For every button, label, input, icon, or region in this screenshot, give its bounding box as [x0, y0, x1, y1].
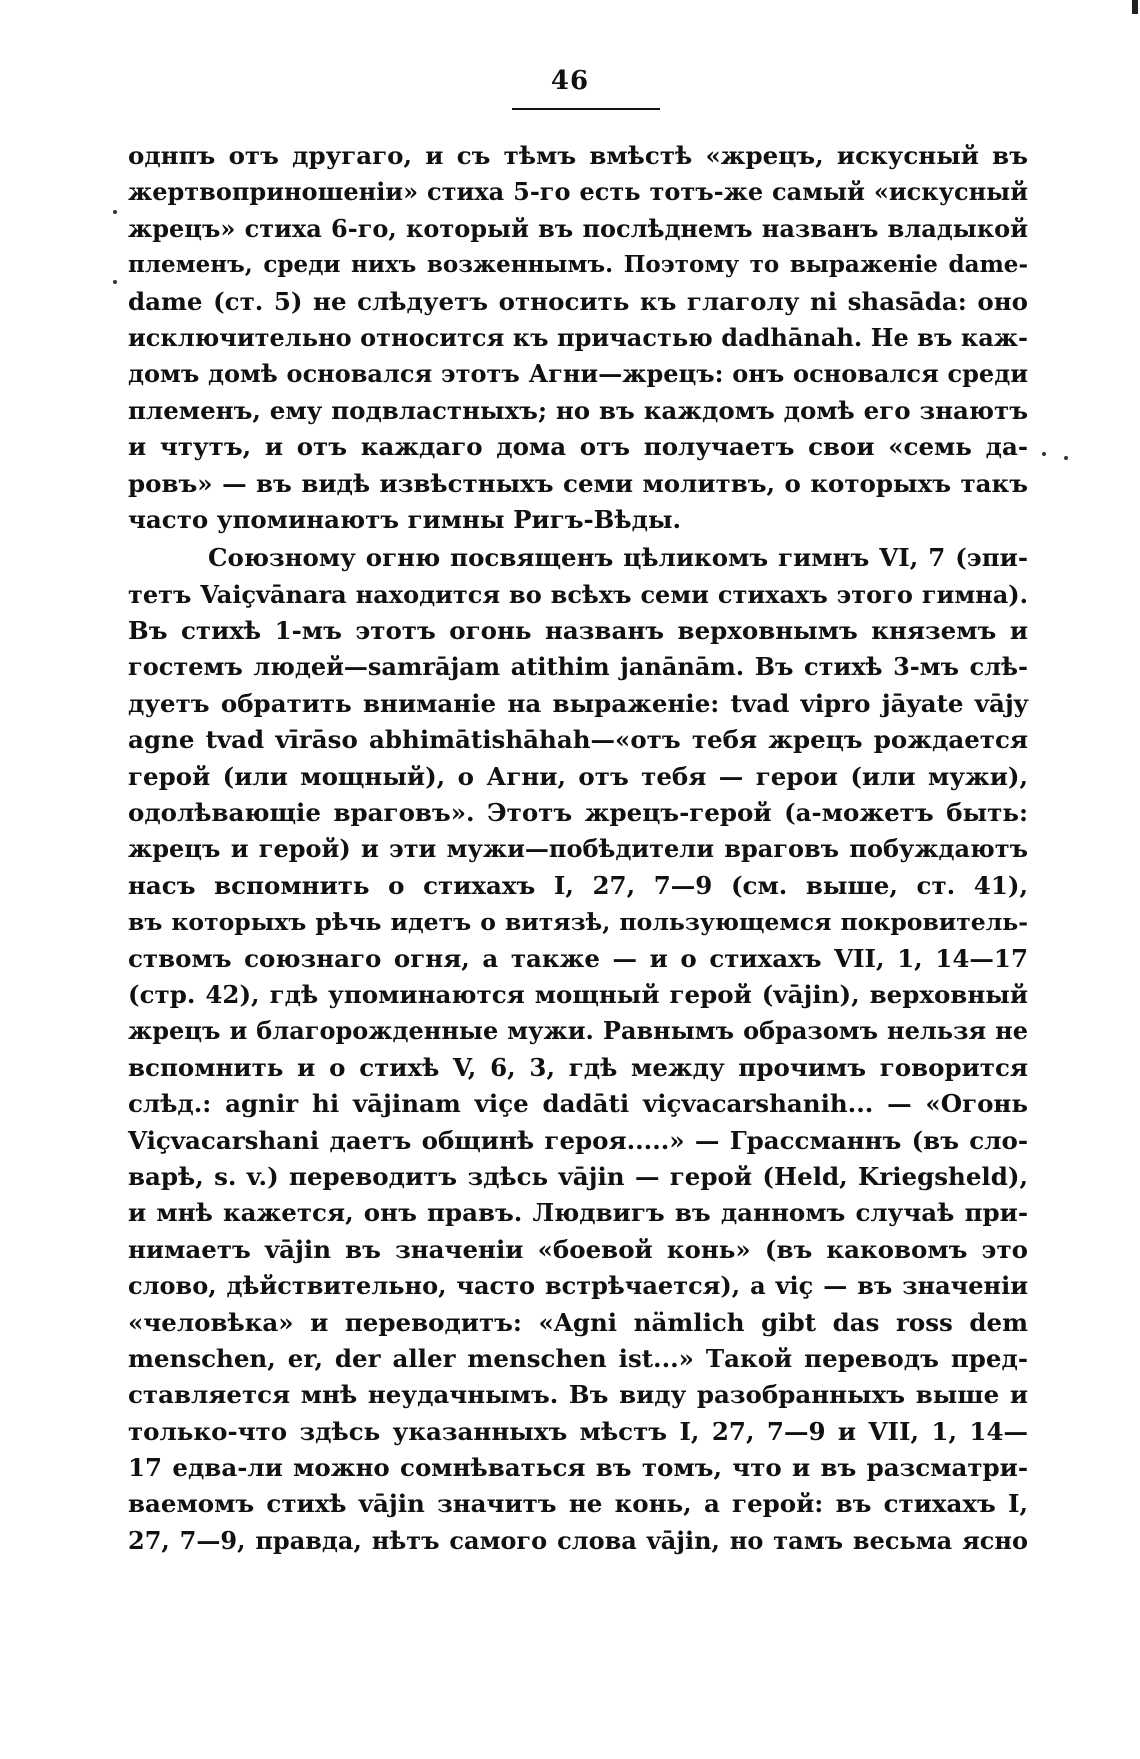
text-line: 17 едва-ли можно сомнѣваться въ томъ, что и въ разсматри-: [128, 1453, 1028, 1483]
margin-dot: [1064, 456, 1068, 460]
text-line: Viçvacarshani даетъ общинѣ героя.....» — Грассманнъ (въ сло-: [128, 1125, 1028, 1155]
text-line: жертвоприношеніи» стиха 5-го есть тотъ-же самый «искусный: [128, 177, 1028, 207]
text-line: исключительно относится къ причастью dadhānah. Не въ каж-: [128, 322, 1028, 352]
text-line: и мнѣ кажется, онъ правъ. Людвигъ въ данномъ случаѣ при-: [128, 1198, 1028, 1228]
text-line: герой (или мощный), о Агни, отъ тебя — герои (или мужи),: [128, 761, 1028, 791]
body-text: [128, 138, 1028, 1559]
text-line: часто упоминаютъ гимны Ригъ-Вѣды.: [128, 504, 682, 534]
text-line: и чтутъ, и отъ каждаго дома отъ получаетъ свои «семь да-: [128, 432, 1028, 462]
text-line: варѣ, s. v.) переводитъ здѣсь vājin — герой (Held, Kriegsheld),: [128, 1161, 1028, 1191]
paragraph-2: [128, 540, 1028, 1559]
text-line: жрецъ и герой) и эти мужи—побѣдители враговъ побуждаютъ: [128, 834, 1028, 864]
header-rule: [512, 108, 660, 110]
text-line: вспомнить и о стихѣ V, 6, 3, гдѣ между прочимъ говорится: [128, 1052, 1028, 1082]
text-line: жрецъ» стиха 6-го, который въ послѣднемъ названъ владыкой: [128, 213, 1028, 243]
paragraph-1: [128, 138, 1028, 538]
text-line: дуетъ обратить вниманіе на выраженіе: tvad vipro jāyate vājy: [128, 688, 1028, 718]
scan-mark: [1132, 0, 1138, 14]
text-line: ставляется мнѣ неудачнымъ. Въ виду разобранныхъ выше и: [128, 1380, 1028, 1410]
text-line: въ которыхъ рѣчь идетъ о витязѣ, пользующемся покровитель-: [128, 908, 1028, 937]
text-line: слѣд.: agnir hi vājinam viçe dadāti viçvacarshanih... — «Огонь: [128, 1089, 1028, 1119]
text-line: ровъ» — въ видѣ извѣстныхъ семи молитвъ, о которыхъ такъ: [128, 468, 1028, 498]
text-line: ствомъ союзнаго огня, а также — и о стихахъ VII, 1, 14—17: [128, 943, 1028, 973]
text-line: Въ стихѣ 1-мъ этотъ огонь названъ верховнымъ княземъ и: [128, 616, 1028, 646]
text-line: однпъ отъ другаго, и съ тѣмъ вмѣстѣ «жрецъ, искусный въ: [128, 141, 1028, 170]
text-line: нимаетъ vājin въ значеніи «боевой конь» (въ каковомъ это: [128, 1234, 1028, 1264]
text-line: насъ вспомнить о стихахъ I, 27, 7—9 (см. выше, ст. 41),: [128, 870, 1028, 900]
text-line: menschen, er, der aller menschen ist...» Такой переводъ пред-: [128, 1343, 1028, 1373]
text-line: (стр. 42), гдѣ упоминаются мощный герой (vājin), верховный: [128, 979, 1028, 1009]
text-line: гостемъ людей—samrājam atithim janānām. Въ стихѣ 3-мъ слѣ-: [128, 652, 1028, 682]
text-line: agne tvad vīrāso abhimātishāhah—«отъ тебя жрецъ рождается: [128, 725, 1028, 755]
margin-dot: [113, 280, 117, 284]
text-line: «человѣка» и переводитъ: «Agni nämlich gibt das ross dem: [128, 1307, 1028, 1337]
text-line: ваемомъ стихѣ vājin значитъ не конь, а герой: въ стихахъ I,: [128, 1489, 1028, 1519]
margin-dot: [1042, 452, 1046, 456]
margin-dot: [113, 210, 117, 214]
text-line: племенъ, ему подвластныхъ; но въ каждомъ домѣ его знаютъ: [128, 395, 1028, 425]
text-line: dame (ст. 5) не слѣдуетъ относить къ глаголу ni shasāda: оно: [128, 286, 1028, 316]
text-line: тетъ Vaiçvānara находится во всѣхъ семи стихахъ этого гимна).: [128, 579, 1028, 609]
text-line: племенъ, среди нихъ возженнымъ. Поэтому то выраженіе dame-: [128, 251, 1028, 279]
text-line: слово, дѣйствительно, часто встрѣчается), а viç — въ значеніи: [128, 1271, 1028, 1301]
text-line: домъ домѣ основался этотъ Агни—жрецъ: онъ основался среди: [128, 359, 1028, 389]
page-number: 46: [550, 66, 590, 96]
text-line: 27, 7—9, правда, нѣтъ самого слова vājin, но тамъ весьма ясно: [128, 1525, 1028, 1555]
text-line: одолѣвающіе враговъ». Этотъ жрецъ-герой (а-можетъ быть:: [128, 798, 1028, 828]
text-line: только-что здѣсь указанныхъ мѣстъ I, 27, 7—9 и VII, 1, 14—: [128, 1416, 1028, 1446]
text-line: Союзному огню посвященъ цѣликомъ гимнъ VI, 7 (эпи-: [208, 543, 1028, 573]
text-line: жрецъ и благорожденные мужи. Равнымъ образомъ нельзя не: [128, 1016, 1028, 1046]
